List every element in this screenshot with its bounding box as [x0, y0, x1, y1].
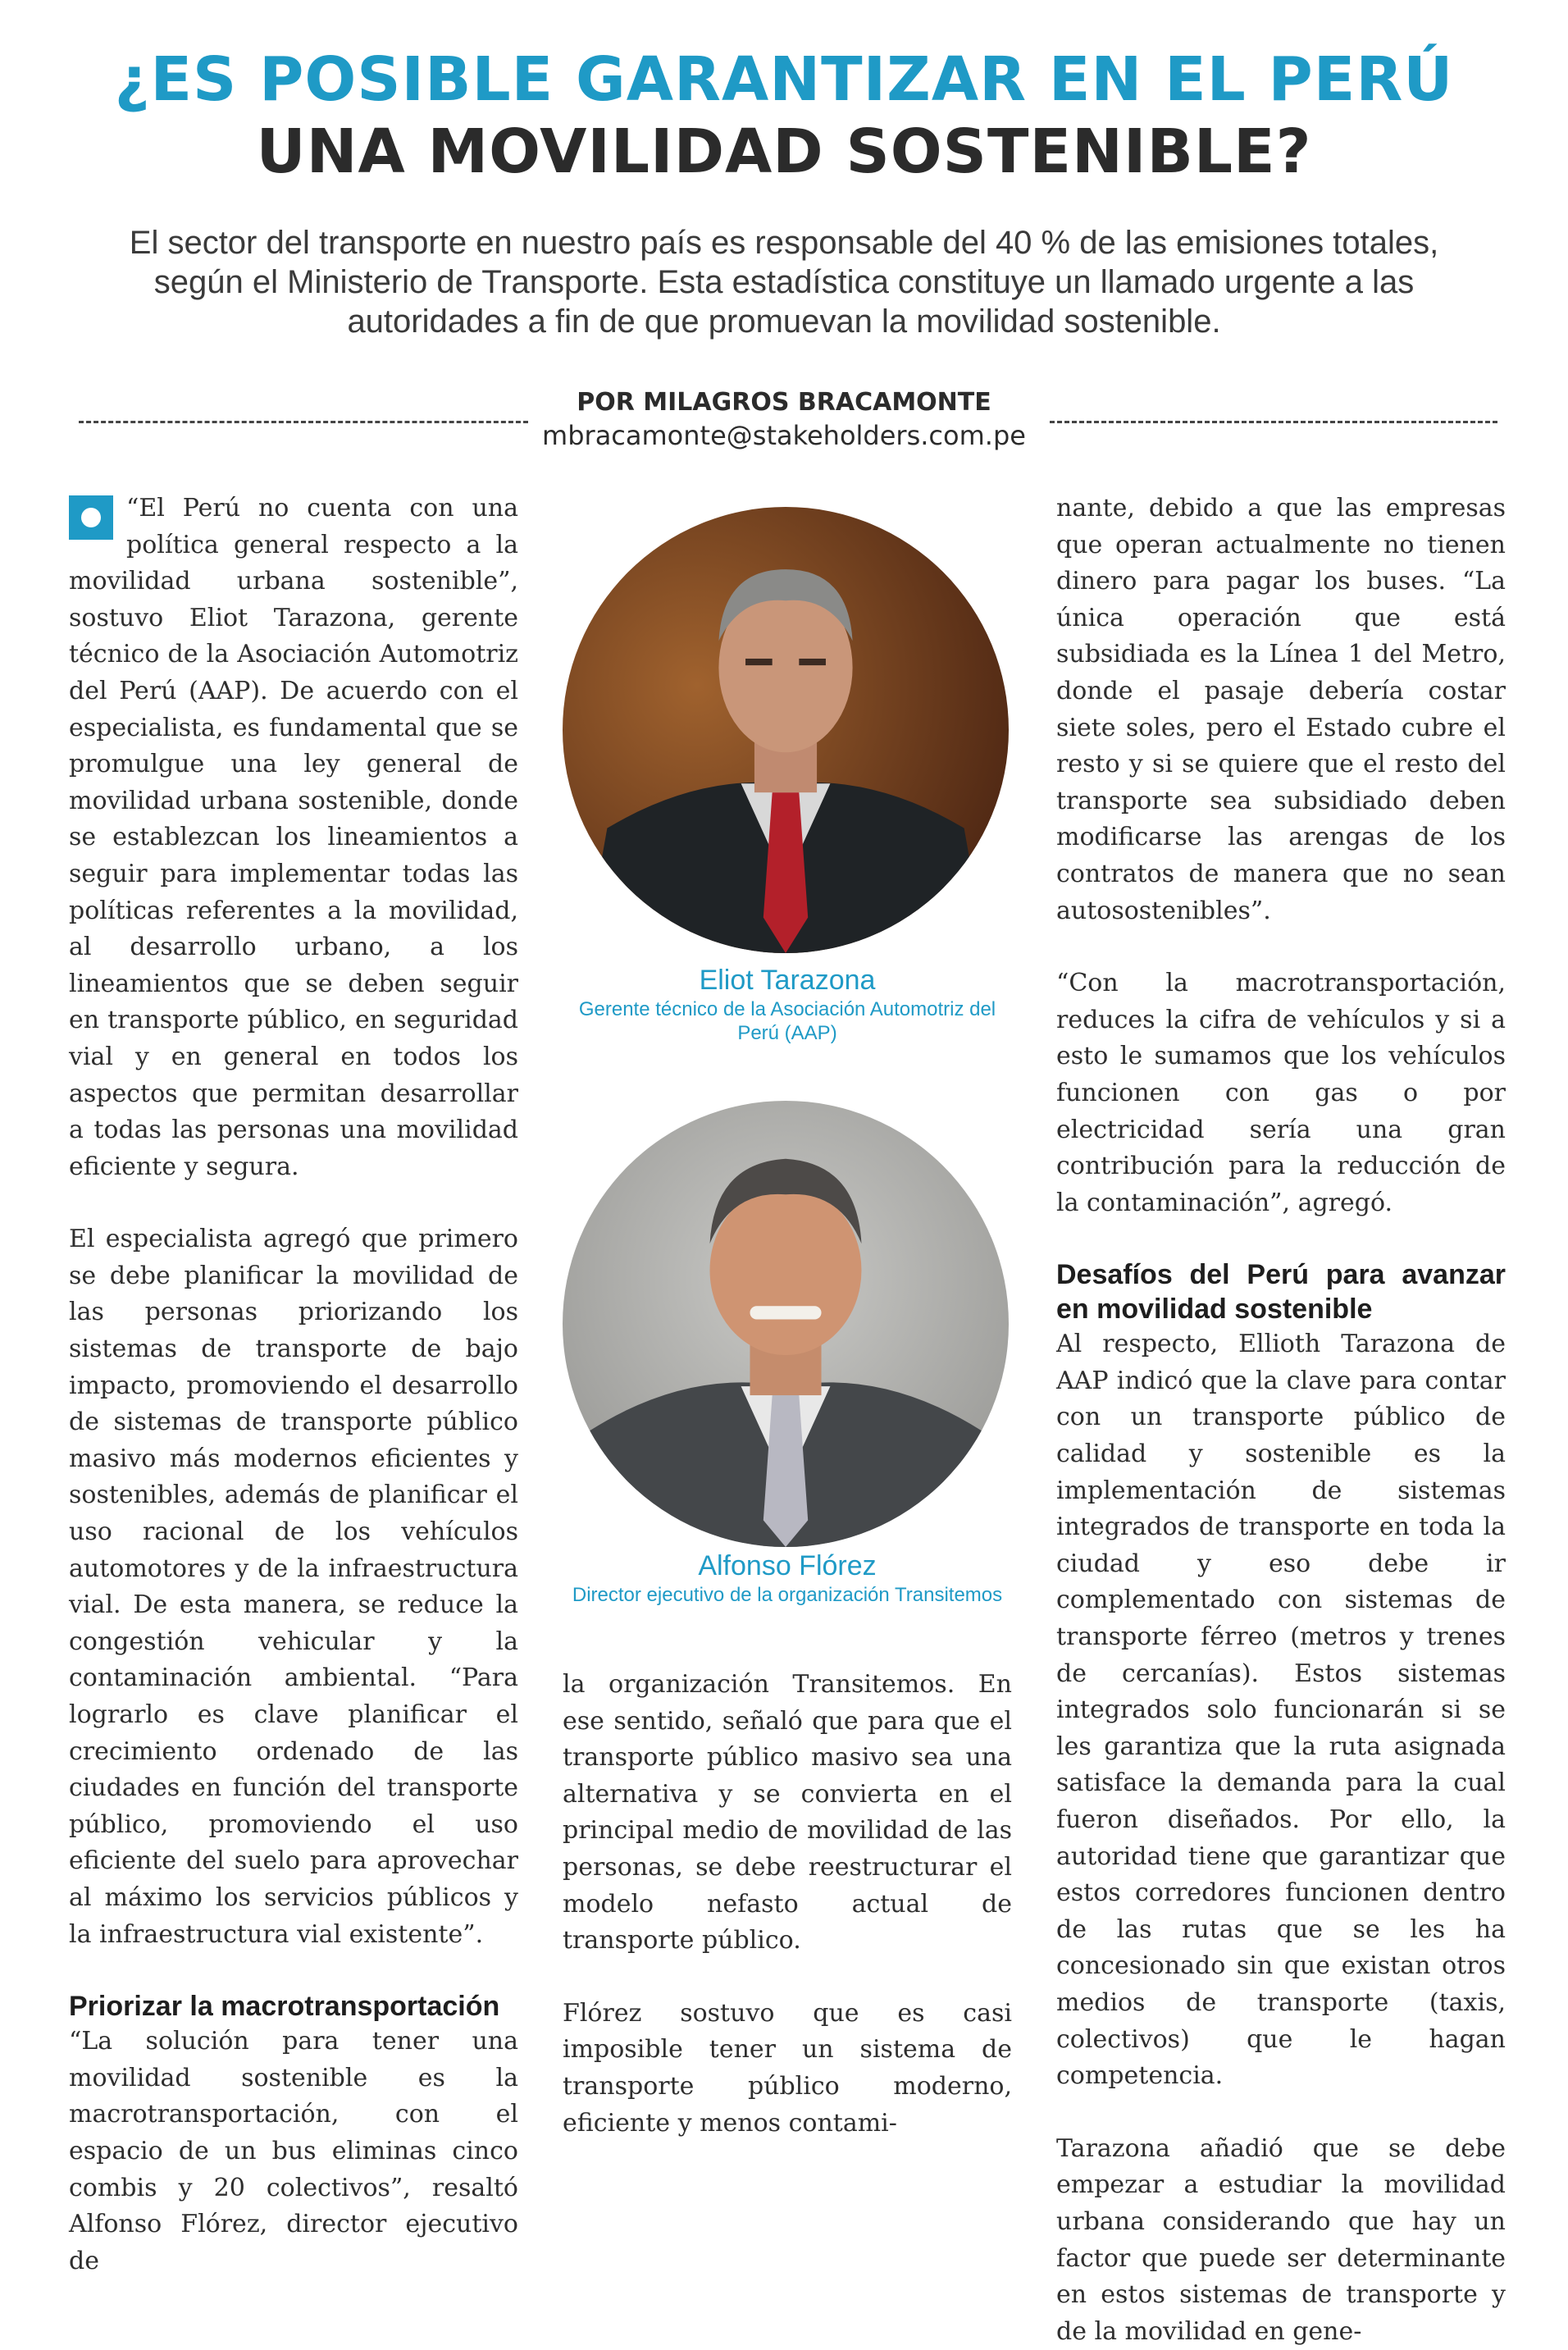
right-paragraph-1: nante, debido a que las empresas que operan actualmente no tienen dinero para pagar los buses. “La única operación que está subsidiada es la Línea 1 del Metro, donde el pasaje debería costar siete soles, pero el Estado cubre el resto y si se quiere que el resto del transporte sea subsidiado deben modificarse las arengas de los contratos de manera que no sean autosostenibles”.	[1056, 494, 1506, 925]
subtitle: El sector del transporte en nuestro país es responsable del 40 % de las emisiones totales, según el Ministerio de Transporte. Esta estadística constituye un llamado urgente a las autoridades a fin de que promuevan la movilidad sostenible.	[129, 225, 1439, 340]
byline	[0, 387, 1568, 453]
portrait-eliot-tarazona	[563, 507, 1009, 953]
left-column	[69, 491, 518, 2279]
right-paragraph-2: “Con la macrotransportación, reduces la cifra de vehículos y si a esto le sumamos que los vehículos funcionen con gas o por electricidad sería una gran contribución para la reducción de la contaminación”, agregó.	[1056, 969, 1506, 1217]
right-paragraph-4: Tarazona añadió que se debe empezar a estudiar la movilidad urbana considerando que hay un factor que puede ser determinante en estos sistemas de transporte y de la movilidad en gene-	[1056, 2133, 1506, 2346]
right-paragraph-3: Al respecto, Ellioth Tarazona de AAP indicó que la clave para contar con un transporte público de calidad y sostenible es la implementación de sistemas integrados de transporte en toda la ciudad y eso debe ir complementado con sistemas de transporte férreo (metros y trenes de cercanías). Estos sistemas integrados solo funcionarán si se les garantiza que la ruta asignada satisface la demanda para la cual fueron diseñados. Por ello, la autoridad tiene que garantizar que estos corredores funcionen dentro de las rutas que se les ha concesionado sin que existan otros medios de transporte (taxis, colectivos) que le hagan competencia.	[1056, 1330, 1506, 2091]
author-name: POR MILAGROS BRACAMONTE	[577, 388, 991, 417]
person-1-role: Gerente técnico de la Asociación Automotriz del Perú (AAP)	[578, 998, 996, 1044]
author-email[interactable]: mbracamonte@stakeholders.com.pe	[542, 420, 1026, 451]
caption-alfonso-florez	[566, 1549, 1009, 1607]
title-line-2: UNA MOVILIDAD SOSTENIBLE?	[256, 116, 1312, 187]
left-paragraph-3: “La solución para tener una movilidad sostenible es la macrotransportación, con el espacio de un bus eliminas cinco combis y 20 colectivos”, resaltó Alfonso Flórez, director ejecutivo de	[69, 2027, 518, 2275]
caption-eliot-tarazona	[566, 963, 1009, 1045]
middle-paragraph-2: Flórez sostuvo que es casi imposible tener un sistema de transporte público moderno, eficiente y menos contami-	[563, 1998, 1012, 2138]
middle-paragraph-1: la organización Transitemos. En ese sentido, señaló que para que el transporte público masivo sea una alternativa y se convierta en el principal medio de movilidad de las personas, se debe reestructurar el modelo nefasto actual de transporte público.	[563, 1670, 1012, 1955]
title-line-1: ¿ES POSIBLE GARANTIZAR EN EL PERÚ	[114, 44, 1454, 115]
left-paragraph-2: El especialista agregó que primero se debe planificar la movilidad de las personas priorizando los sistemas de transporte de bajo impacto, promoviendo el desarrollo de sistemas de transporte público masivo más modernos eficientes y sostenibles, además de planificar el uso racional de los vehículos automotores y de la infraestructura vial. De esta manera, se reduce la congestión vehicular y la contaminación ambiental. “Para lograrlo es clave planificar el crecimiento ordenado de las ciudades en función del transporte público, promoviendo el uso eficiente del suelo para aprovechar al máximo los servicios públicos y la infraestructura vial existente”.	[69, 1225, 518, 1949]
person-2-name: Alfonso Flórez	[698, 1550, 877, 1581]
drop-cap-icon	[69, 495, 113, 540]
person-2-role: Director ejecutivo de la organización Transitemos	[572, 1584, 1003, 1606]
middle-column	[563, 1667, 1012, 2142]
section-heading-desafios: Desafíos del Perú para avanzar en movilidad sostenible	[1056, 1259, 1506, 1326]
right-column	[1056, 491, 1506, 2350]
portrait-alfonso-florez	[563, 1101, 1009, 1547]
section-heading-macro: Priorizar la macrotransportación	[69, 1991, 500, 2023]
left-paragraph-1: “El Perú no cuenta con una política general respecto a la movilidad urbana sostenible”, sostuvo Eliot Tarazona, gerente técnico de la Asociación Automotriz del Perú (AAP). De acuerdo con el especialista, es fundamental que se promulgue una ley general de movilidad urbana sostenible, donde se establezcan los lineamientos a seguir para implementar todas las políticas referentes a la movilidad, al desarrollo urbano, a los lineamientos que se deben seguir en transporte público, en seguridad vial y en general en todos los aspectos que permitan desarrollar a todas las personas una movilidad eficiente y segura.	[69, 494, 518, 1181]
person-1-name: Eliot Tarazona	[699, 965, 876, 996]
